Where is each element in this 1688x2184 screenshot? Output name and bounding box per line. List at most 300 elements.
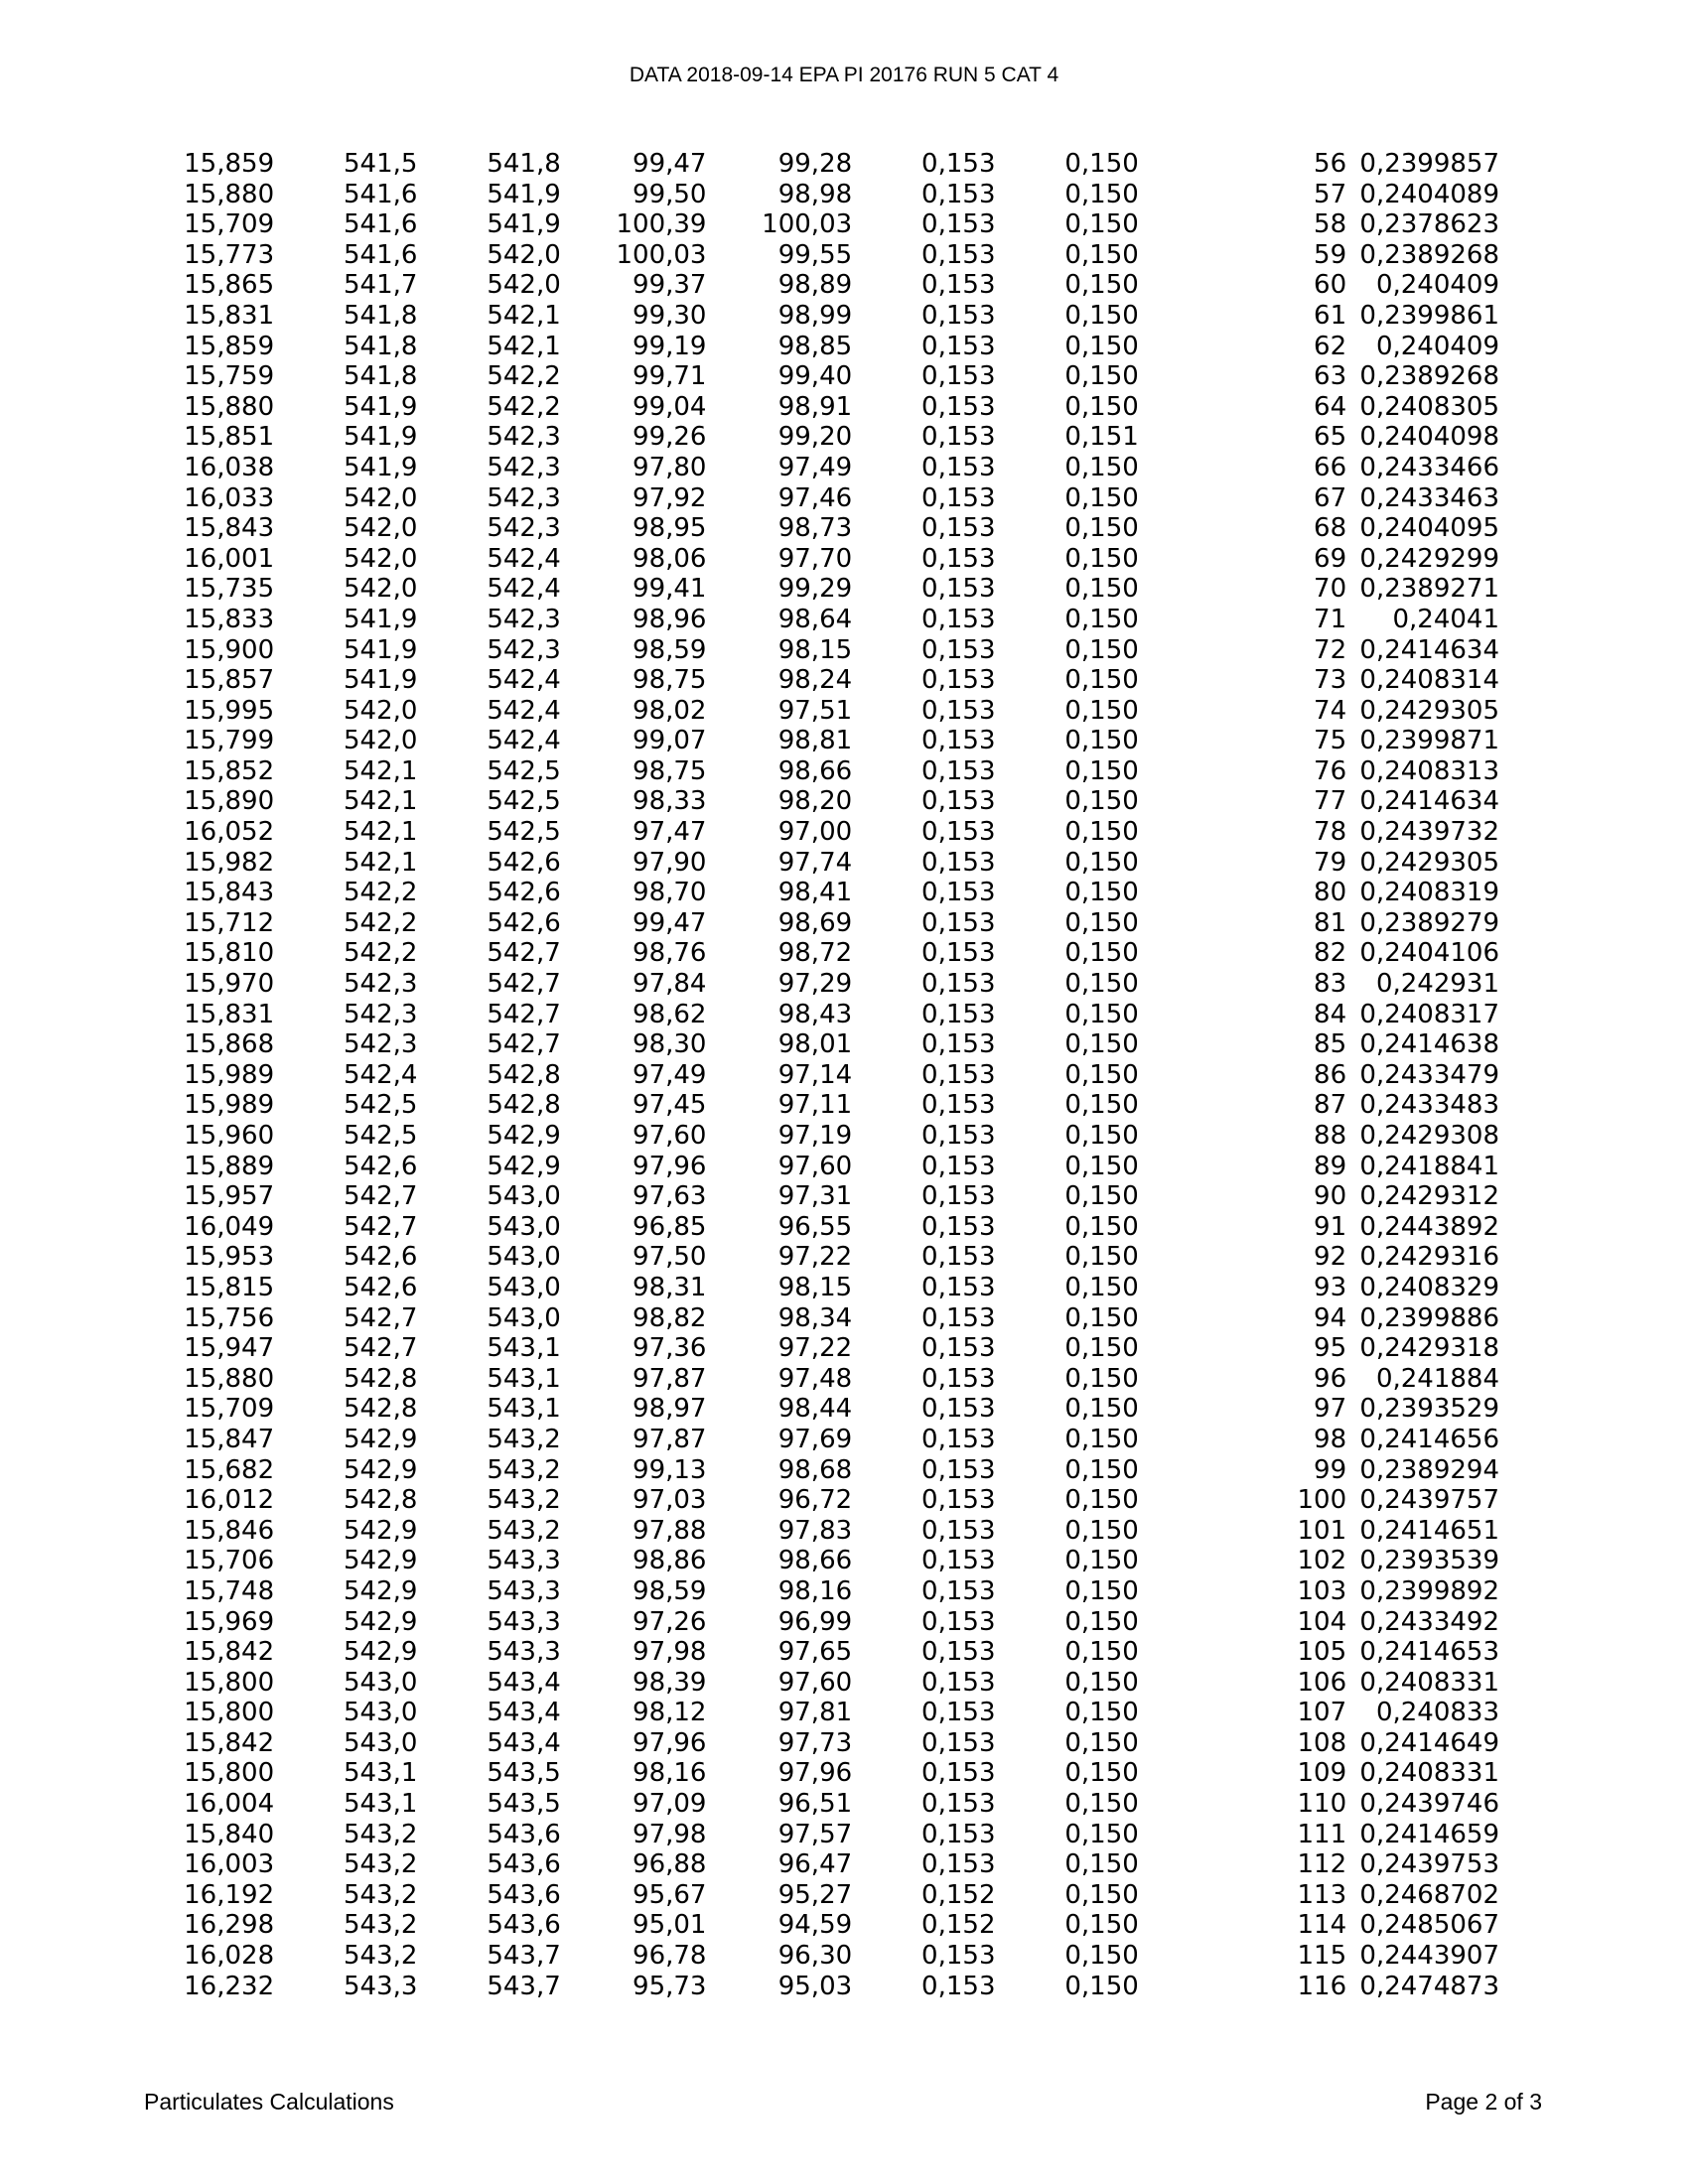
table-cell: 543,7 xyxy=(487,1941,561,1972)
table-row xyxy=(149,1152,1499,1182)
table-cell: 91 xyxy=(1314,1211,1347,1242)
table-cell: 542,7 xyxy=(344,1181,418,1212)
table-cell: 541,9 xyxy=(344,391,418,422)
table-cell: 94 xyxy=(1314,1302,1347,1333)
table-cell: 15,957 xyxy=(184,1181,275,1212)
table-cell: 0,2399892 xyxy=(1359,1575,1499,1606)
table-cell: 541,9 xyxy=(344,665,418,696)
table-cell: 543,0 xyxy=(487,1302,561,1333)
table-cell: 97,11 xyxy=(777,1090,853,1121)
table-cell: 97,98 xyxy=(633,1819,707,1849)
table-cell: 0,2429305 xyxy=(1359,695,1499,726)
table-cell: 0,150 xyxy=(1064,543,1139,574)
table-cell: 0,2414653 xyxy=(1359,1637,1499,1668)
table-row xyxy=(149,1333,1499,1364)
table-cell: 0,240409 xyxy=(1375,270,1499,301)
table-cell: 0,2439753 xyxy=(1359,1849,1499,1880)
table-cell: 541,8 xyxy=(344,331,418,361)
table-cell: 0,153 xyxy=(921,1941,996,1972)
table-cell: 16,001 xyxy=(184,543,275,574)
table-cell: 96,55 xyxy=(777,1211,853,1242)
table-cell: 15,810 xyxy=(184,938,275,969)
table-cell: 0,2439732 xyxy=(1359,817,1499,848)
table-cell: 99,13 xyxy=(633,1454,707,1485)
table-cell: 0,153 xyxy=(921,149,996,179)
table-cell: 0,150 xyxy=(1064,1454,1139,1485)
table-cell: 103 xyxy=(1297,1575,1347,1606)
table-cell: 542,8 xyxy=(344,1363,418,1394)
table-cell: 0,153 xyxy=(921,1394,996,1425)
table-cell: 0,153 xyxy=(921,878,996,908)
table-cell: 98,75 xyxy=(633,665,707,696)
table-cell: 0,2429299 xyxy=(1359,543,1499,574)
table-cell: 0,150 xyxy=(1064,1698,1139,1728)
table-cell: 73 xyxy=(1314,665,1347,696)
table-cell: 98,16 xyxy=(777,1575,853,1606)
table-cell: 97,19 xyxy=(777,1121,853,1151)
table-cell: 15,759 xyxy=(184,361,275,392)
table-cell: 0,2485067 xyxy=(1359,1910,1499,1941)
table-cell: 0,150 xyxy=(1064,1302,1139,1333)
table-cell: 0,153 xyxy=(921,1727,996,1758)
table-cell: 543,2 xyxy=(487,1515,561,1546)
table-cell: 543,0 xyxy=(344,1698,418,1728)
table-cell: 542,7 xyxy=(487,999,561,1029)
table-row xyxy=(149,1485,1499,1516)
table-cell: 59 xyxy=(1314,239,1347,270)
table-cell: 0,153 xyxy=(921,331,996,361)
table-cell: 0,2414659 xyxy=(1359,1819,1499,1849)
table-cell: 541,6 xyxy=(344,179,418,209)
table-cell: 0,2443907 xyxy=(1359,1941,1499,1972)
table-row xyxy=(149,665,1499,696)
table-row xyxy=(149,1181,1499,1212)
table-cell: 99,55 xyxy=(777,239,853,270)
table-cell: 543,0 xyxy=(487,1272,561,1302)
table-cell: 0,153 xyxy=(921,1272,996,1302)
table-cell: 0,153 xyxy=(921,786,996,817)
table-cell: 541,8 xyxy=(344,361,418,392)
table-cell: 543,6 xyxy=(487,1910,561,1941)
table-cell: 100,03 xyxy=(616,239,707,270)
table-cell: 0,150 xyxy=(1064,969,1139,1000)
table-cell: 0,2429318 xyxy=(1359,1333,1499,1364)
table-cell: 97,84 xyxy=(633,969,707,1000)
table-cell: 105 xyxy=(1297,1637,1347,1668)
table-cell: 96,99 xyxy=(777,1606,853,1637)
table-cell: 16,033 xyxy=(184,482,275,513)
table-cell: 98,76 xyxy=(633,938,707,969)
table-cell: 0,153 xyxy=(921,999,996,1029)
table-cell: 83 xyxy=(1314,969,1347,1000)
table-cell: 0,152 xyxy=(921,1879,996,1910)
table-cell: 0,153 xyxy=(921,1789,996,1820)
table-cell: 98,12 xyxy=(633,1698,707,1728)
table-cell: 542,1 xyxy=(344,847,418,878)
table-cell: 97,00 xyxy=(777,817,853,848)
table-cell: 96,72 xyxy=(777,1485,853,1516)
table-cell: 93 xyxy=(1314,1272,1347,1302)
table-cell: 0,150 xyxy=(1064,1242,1139,1273)
table-cell: 97,49 xyxy=(777,452,853,482)
table-cell: 98,98 xyxy=(777,179,853,209)
table-cell: 95,27 xyxy=(777,1879,853,1910)
table-cell: 15,846 xyxy=(184,1515,275,1546)
table-cell: 16,004 xyxy=(184,1789,275,1820)
table-cell: 97,87 xyxy=(633,1363,707,1394)
table-row xyxy=(149,605,1499,635)
table-cell: 542,0 xyxy=(487,239,561,270)
table-cell: 15,890 xyxy=(184,786,275,817)
table-cell: 92 xyxy=(1314,1242,1347,1273)
table-cell: 15,857 xyxy=(184,665,275,696)
table-cell: 542,3 xyxy=(344,1029,418,1060)
table-row xyxy=(149,1546,1499,1576)
table-cell: 63 xyxy=(1314,361,1347,392)
table-cell: 98,30 xyxy=(633,1029,707,1060)
table-cell: 542,0 xyxy=(344,574,418,605)
table-row xyxy=(149,1455,1499,1486)
table-cell: 542,4 xyxy=(487,665,561,696)
table-cell: 98,62 xyxy=(633,999,707,1029)
table-cell: 97,69 xyxy=(777,1424,853,1454)
table-cell: 0,2399871 xyxy=(1359,726,1499,756)
table-cell: 0,153 xyxy=(921,665,996,696)
table-row xyxy=(149,1060,1499,1091)
table-cell: 0,153 xyxy=(921,1121,996,1151)
table-row xyxy=(149,301,1499,332)
table-cell: 0,153 xyxy=(921,574,996,605)
table-cell: 94,59 xyxy=(777,1910,853,1941)
table-cell: 0,150 xyxy=(1064,1151,1139,1181)
table-cell: 0,150 xyxy=(1064,755,1139,786)
table-cell: 16,028 xyxy=(184,1941,275,1972)
table-cell: 542,9 xyxy=(344,1606,418,1637)
table-cell: 0,2439746 xyxy=(1359,1789,1499,1820)
table-cell: 16,232 xyxy=(184,1971,275,2001)
table-cell: 16,049 xyxy=(184,1211,275,1242)
table-cell: 543,3 xyxy=(487,1546,561,1576)
table-cell: 99,50 xyxy=(633,179,707,209)
table-cell: 98,64 xyxy=(777,604,853,634)
table-cell: 0,153 xyxy=(921,1242,996,1273)
table-cell: 0,150 xyxy=(1064,1637,1139,1668)
table-row xyxy=(149,574,1499,605)
table-cell: 98,31 xyxy=(633,1272,707,1302)
table-cell: 0,2414634 xyxy=(1359,786,1499,817)
table-cell: 15,953 xyxy=(184,1242,275,1273)
table-cell: 0,150 xyxy=(1064,1515,1139,1546)
table-cell: 0,153 xyxy=(921,1302,996,1333)
table-cell: 16,038 xyxy=(184,452,275,482)
table-cell: 542,6 xyxy=(487,847,561,878)
table-cell: 98,66 xyxy=(777,1546,853,1576)
table-cell: 543,2 xyxy=(344,1941,418,1972)
table-cell: 106 xyxy=(1297,1667,1347,1698)
table-cell: 0,2414638 xyxy=(1359,1029,1499,1060)
table-cell: 80 xyxy=(1314,878,1347,908)
table-cell: 0,150 xyxy=(1064,574,1139,605)
table-cell: 15,865 xyxy=(184,270,275,301)
table-cell: 88 xyxy=(1314,1121,1347,1151)
table-cell: 110 xyxy=(1297,1789,1347,1820)
table-cell: 0,153 xyxy=(921,270,996,301)
table-cell: 0,150 xyxy=(1064,938,1139,969)
table-row xyxy=(149,1090,1499,1121)
table-cell: 75 xyxy=(1314,726,1347,756)
table-cell: 542,9 xyxy=(344,1515,418,1546)
table-cell: 543,2 xyxy=(344,1849,418,1880)
table-cell: 541,9 xyxy=(344,634,418,665)
table-cell: 15,831 xyxy=(184,300,275,331)
table-cell: 542,8 xyxy=(487,1059,561,1090)
table-cell: 99,41 xyxy=(633,574,707,605)
table-cell: 0,153 xyxy=(921,1637,996,1668)
table-row xyxy=(149,1758,1499,1789)
table-cell: 542,9 xyxy=(344,1546,418,1576)
table-row xyxy=(149,848,1499,879)
table-cell: 98,44 xyxy=(777,1394,853,1425)
table-cell: 0,150 xyxy=(1064,1181,1139,1212)
table-cell: 0,150 xyxy=(1064,482,1139,513)
table-cell: 0,153 xyxy=(921,817,996,848)
table-cell: 0,153 xyxy=(921,1971,996,2001)
table-cell: 97,29 xyxy=(777,969,853,1000)
table-cell: 74 xyxy=(1314,695,1347,726)
table-cell: 15,947 xyxy=(184,1333,275,1364)
table-cell: 0,150 xyxy=(1064,726,1139,756)
table-cell: 97,47 xyxy=(633,817,707,848)
table-cell: 543,0 xyxy=(487,1242,561,1273)
table-row xyxy=(149,1607,1499,1638)
table-cell: 0,150 xyxy=(1064,604,1139,634)
table-cell: 542,5 xyxy=(344,1090,418,1121)
table-cell: 97,36 xyxy=(633,1333,707,1364)
table-cell: 543,3 xyxy=(487,1637,561,1668)
table-cell: 0,150 xyxy=(1064,513,1139,544)
table-cell: 97,60 xyxy=(777,1151,853,1181)
table-cell: 0,24041 xyxy=(1392,604,1499,634)
table-row xyxy=(149,786,1499,817)
table-cell: 543,4 xyxy=(487,1727,561,1758)
table-cell: 113 xyxy=(1297,1879,1347,1910)
table-cell: 98,73 xyxy=(777,513,853,544)
table-cell: 0,150 xyxy=(1064,999,1139,1029)
table-cell: 542,6 xyxy=(344,1242,418,1273)
table-cell: 0,2433463 xyxy=(1359,482,1499,513)
table-cell: 542,3 xyxy=(487,422,561,453)
table-cell: 0,150 xyxy=(1064,1485,1139,1516)
table-cell: 0,150 xyxy=(1064,1059,1139,1090)
table-cell: 98,16 xyxy=(633,1758,707,1789)
table-cell: 0,153 xyxy=(921,1667,996,1698)
table-row xyxy=(149,1242,1499,1273)
table-cell: 96,85 xyxy=(633,1211,707,1242)
table-cell: 542,9 xyxy=(344,1454,418,1485)
table-cell: 0,153 xyxy=(921,1059,996,1090)
table-cell: 0,2408319 xyxy=(1359,878,1499,908)
table-cell: 0,240833 xyxy=(1375,1698,1499,1728)
table-cell: 542,5 xyxy=(487,817,561,848)
table-cell: 15,868 xyxy=(184,1029,275,1060)
table-cell: 0,153 xyxy=(921,1849,996,1880)
table-cell: 98,82 xyxy=(633,1302,707,1333)
table-cell: 97,81 xyxy=(777,1698,853,1728)
table-cell: 543,2 xyxy=(487,1454,561,1485)
table-cell: 542,9 xyxy=(344,1424,418,1454)
table-cell: 0,2418841 xyxy=(1359,1151,1499,1181)
table-cell: 15,960 xyxy=(184,1121,275,1151)
table-body xyxy=(149,149,1499,2001)
table-cell: 0,2414651 xyxy=(1359,1515,1499,1546)
table-cell: 15,880 xyxy=(184,1363,275,1394)
table-cell: 0,150 xyxy=(1064,1546,1139,1576)
table-cell: 542,7 xyxy=(487,938,561,969)
table-cell: 96 xyxy=(1314,1363,1347,1394)
table-cell: 542,1 xyxy=(344,755,418,786)
table-cell: 87 xyxy=(1314,1090,1347,1121)
table-cell: 100 xyxy=(1297,1485,1347,1516)
table-cell: 542,8 xyxy=(344,1485,418,1516)
table-cell: 15,800 xyxy=(184,1667,275,1698)
table-cell: 97,31 xyxy=(777,1181,853,1212)
table-cell: 0,2399857 xyxy=(1359,149,1499,179)
table-cell: 0,153 xyxy=(921,604,996,634)
table-cell: 0,150 xyxy=(1064,1879,1139,1910)
table-cell: 96,30 xyxy=(777,1941,853,1972)
table-cell: 15,880 xyxy=(184,391,275,422)
table-cell: 542,3 xyxy=(344,969,418,1000)
table-cell: 97,26 xyxy=(633,1606,707,1637)
table-cell: 0,153 xyxy=(921,1546,996,1576)
table-cell: 0,150 xyxy=(1064,1272,1139,1302)
table-cell: 543,6 xyxy=(487,1849,561,1880)
table-cell: 15,706 xyxy=(184,1546,275,1576)
table-cell: 543,2 xyxy=(487,1424,561,1454)
table-cell: 542,6 xyxy=(344,1151,418,1181)
table-cell: 97,03 xyxy=(633,1485,707,1516)
table-cell: 542,4 xyxy=(344,1059,418,1090)
table-cell: 542,4 xyxy=(487,543,561,574)
table-cell: 15,748 xyxy=(184,1575,275,1606)
table-cell: 0,150 xyxy=(1064,1849,1139,1880)
table-cell: 0,153 xyxy=(921,847,996,878)
table-cell: 15,889 xyxy=(184,1151,275,1181)
table-cell: 84 xyxy=(1314,999,1347,1029)
table-row xyxy=(149,422,1499,453)
table-cell: 99,30 xyxy=(633,300,707,331)
table-row xyxy=(149,938,1499,969)
table-cell: 542,0 xyxy=(487,270,561,301)
table-cell: 97,96 xyxy=(633,1151,707,1181)
table-cell: 97,22 xyxy=(777,1242,853,1273)
table-cell: 0,153 xyxy=(921,1485,996,1516)
table-row xyxy=(149,726,1499,756)
table-cell: 112 xyxy=(1297,1849,1347,1880)
table-cell: 15,851 xyxy=(184,422,275,453)
table-cell: 542,2 xyxy=(487,361,561,392)
table-row xyxy=(149,1425,1499,1455)
table-cell: 97,70 xyxy=(777,543,853,574)
table-cell: 99,71 xyxy=(633,361,707,392)
table-cell: 0,150 xyxy=(1064,209,1139,240)
table-cell: 0,153 xyxy=(921,907,996,938)
table-cell: 0,153 xyxy=(921,361,996,392)
table-cell: 0,150 xyxy=(1064,1667,1139,1698)
table-cell: 542,2 xyxy=(344,938,418,969)
table-row xyxy=(149,1880,1499,1911)
table-cell: 0,153 xyxy=(921,1211,996,1242)
table-cell: 0,150 xyxy=(1064,1819,1139,1849)
table-cell: 0,153 xyxy=(921,209,996,240)
table-cell: 97,51 xyxy=(777,695,853,726)
table-row xyxy=(149,908,1499,939)
table-cell: 542,0 xyxy=(344,482,418,513)
table-cell: 0,150 xyxy=(1064,1789,1139,1820)
table-cell: 15,859 xyxy=(184,149,275,179)
table-cell: 15,709 xyxy=(184,209,275,240)
table-cell: 0,150 xyxy=(1064,634,1139,665)
table-cell: 543,1 xyxy=(487,1363,561,1394)
table-cell: 541,6 xyxy=(344,239,418,270)
table-cell: 543,2 xyxy=(344,1819,418,1849)
table-cell: 0,2389268 xyxy=(1359,239,1499,270)
table-row xyxy=(149,969,1499,1000)
table-cell: 542,8 xyxy=(487,1090,561,1121)
table-cell: 542,0 xyxy=(344,726,418,756)
table-cell: 79 xyxy=(1314,847,1347,878)
table-cell: 542,3 xyxy=(344,999,418,1029)
table-cell: 0,153 xyxy=(921,482,996,513)
table-cell: 98,89 xyxy=(777,270,853,301)
table-cell: 98,72 xyxy=(777,938,853,969)
table-cell: 95,67 xyxy=(633,1879,707,1910)
table-cell: 542,8 xyxy=(344,1394,418,1425)
table-cell: 98,59 xyxy=(633,1575,707,1606)
table-cell: 543,3 xyxy=(487,1606,561,1637)
table-cell: 115 xyxy=(1297,1941,1347,1972)
table-cell: 0,153 xyxy=(921,1333,996,1364)
table-cell: 0,153 xyxy=(921,1424,996,1454)
table-cell: 15,900 xyxy=(184,634,275,665)
table-cell: 0,150 xyxy=(1064,1758,1139,1789)
table-cell: 98,02 xyxy=(633,695,707,726)
table-cell: 541,6 xyxy=(344,209,418,240)
table-cell: 0,153 xyxy=(921,422,996,453)
table-row xyxy=(149,361,1499,392)
table-row xyxy=(149,878,1499,908)
table-cell: 95,01 xyxy=(633,1910,707,1941)
table-cell: 0,241884 xyxy=(1375,1363,1499,1394)
table-cell: 15,815 xyxy=(184,1272,275,1302)
table-cell: 96,78 xyxy=(633,1941,707,1972)
table-cell: 543,4 xyxy=(487,1667,561,1698)
table-cell: 0,153 xyxy=(921,1698,996,1728)
table-cell: 15,843 xyxy=(184,878,275,908)
table-cell: 98,33 xyxy=(633,786,707,817)
table-cell: 0,2393529 xyxy=(1359,1394,1499,1425)
table-cell: 97,14 xyxy=(777,1059,853,1090)
table-cell: 0,2443892 xyxy=(1359,1211,1499,1242)
table-row xyxy=(149,1910,1499,1941)
table-cell: 99,29 xyxy=(777,574,853,605)
table-cell: 99,07 xyxy=(633,726,707,756)
table-cell: 0,153 xyxy=(921,1181,996,1212)
table-cell: 0,150 xyxy=(1064,1971,1139,2001)
table-cell: 15,843 xyxy=(184,513,275,544)
table-row xyxy=(149,270,1499,301)
table-cell: 0,2429312 xyxy=(1359,1181,1499,1212)
